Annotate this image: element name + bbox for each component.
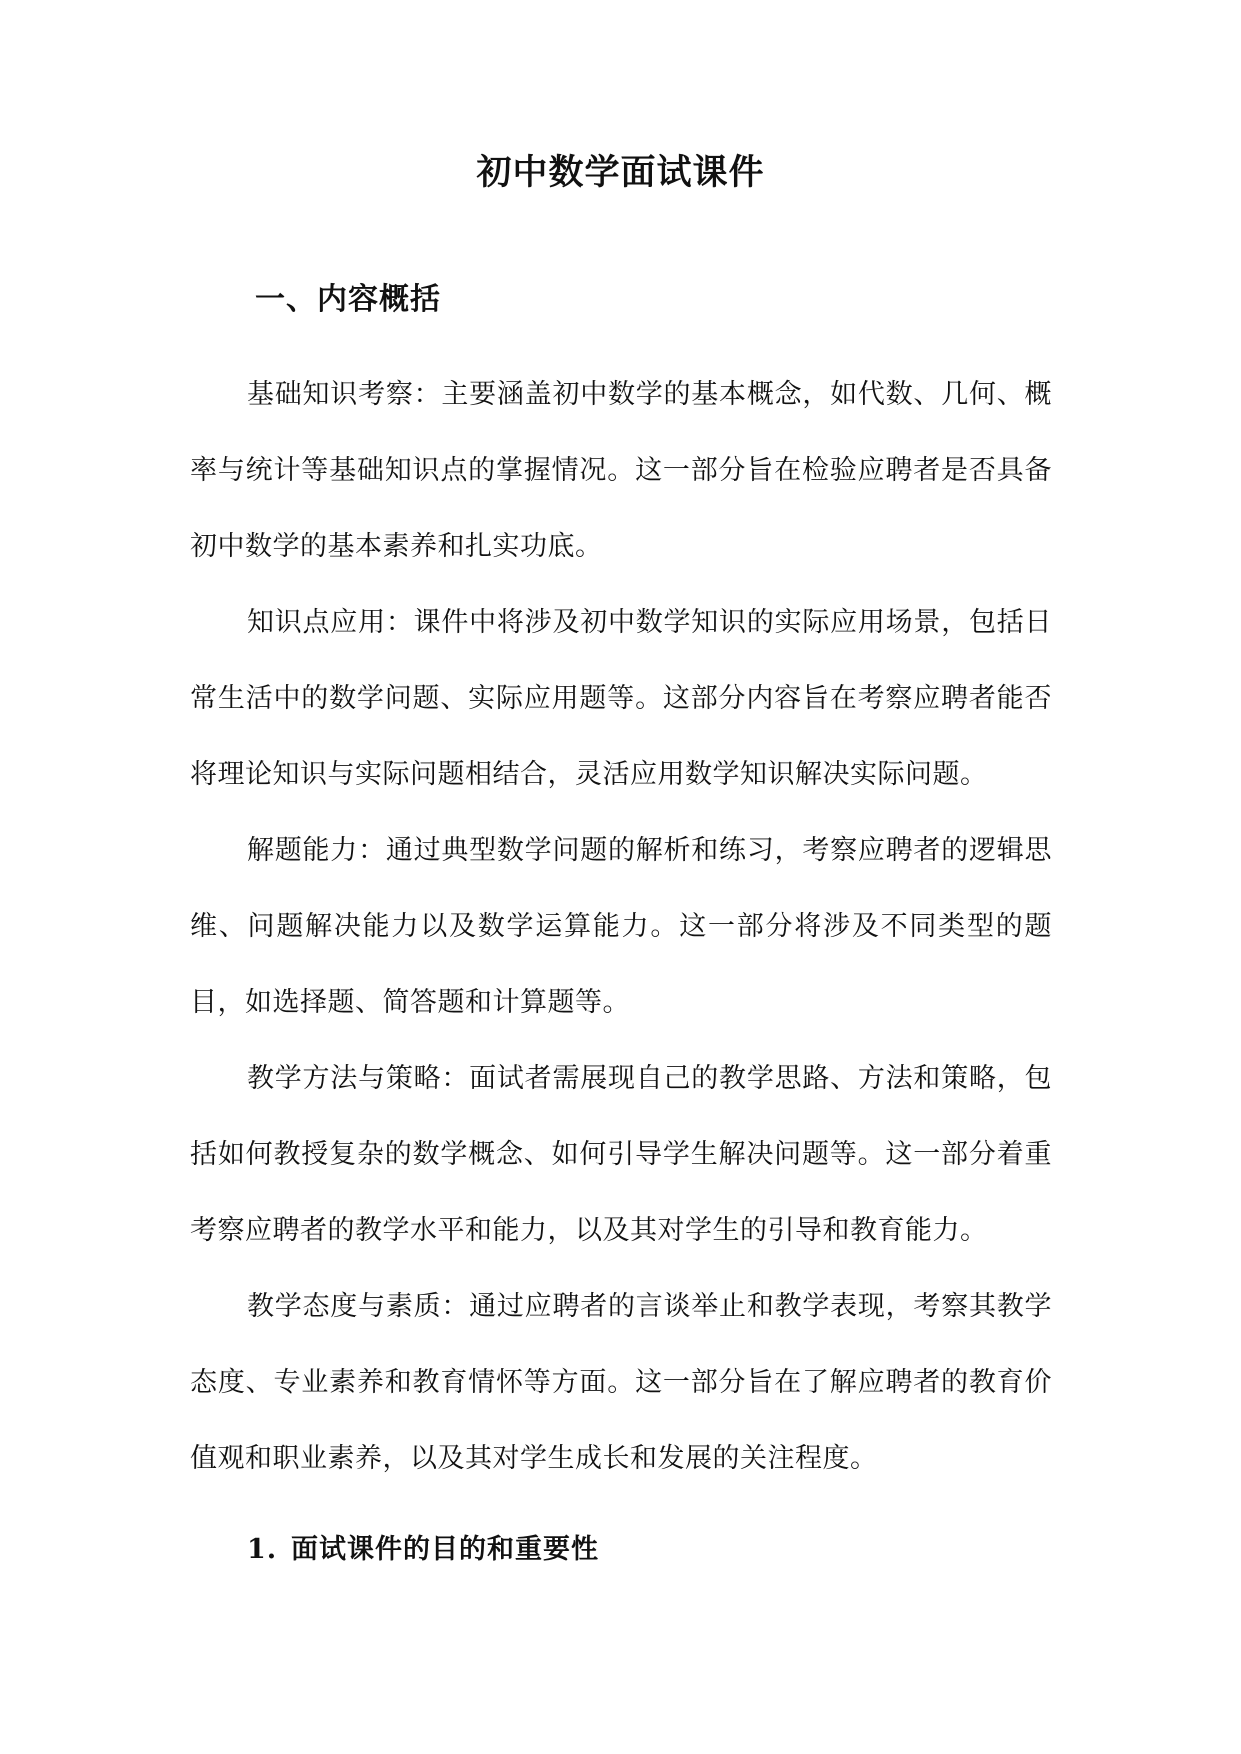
paragraph-basic-knowledge: 基础知识考察：主要涵盖初中数学的基本概念，如代数、几何、概率与统计等基础知识点的掌握情况。这一部分旨在检验应聘者是否具备初中数学的基本素养和扎实功底。 [190, 379, 1052, 562]
paragraph-knowledge-application: 知识点应用：课件中将涉及初中数学知识的实际应用场景，包括日常生活中的数学问题、实际应用题等。这部分内容旨在考察应聘者能否将理论知识与实际问题相结合，灵活应用数学知识解决实际问题。 [190, 607, 1052, 790]
section-heading: 一、内容概括 [255, 282, 441, 317]
paragraph-problem-solving: 解题能力：通过典型数学问题的解析和练习，考察应聘者的逻辑思维、问题解决能力以及数学运算能力。这一部分将涉及不同类型的题目，如选择题、简答题和计算题等。 [190, 835, 1052, 1018]
paragraph-teaching-attitude: 教学态度与素质：通过应聘者的言谈举止和教学表现，考察其教学态度、专业素养和教育情怀等方面。这一部分旨在了解应聘者的教育价值观和职业素养，以及其对学生成长和发展的关注程度。 [190, 1291, 1052, 1474]
numbered-subheading [247, 1530, 599, 1570]
subheading-text: 面试课件的目的和重要性 [291, 1534, 599, 1565]
paragraph-teaching-methods: 教学方法与策略：面试者需展现自己的教学思路、方法和策略，包括如何教授复杂的数学概念、如何引导学生解决问题等。这一部分着重考察应聘者的教学水平和能力，以及其对学生的引导和教育能力。 [190, 1063, 1052, 1246]
subheading-number: 1. [247, 1534, 278, 1565]
document-title: 初中数学面试课件 [476, 152, 765, 193]
